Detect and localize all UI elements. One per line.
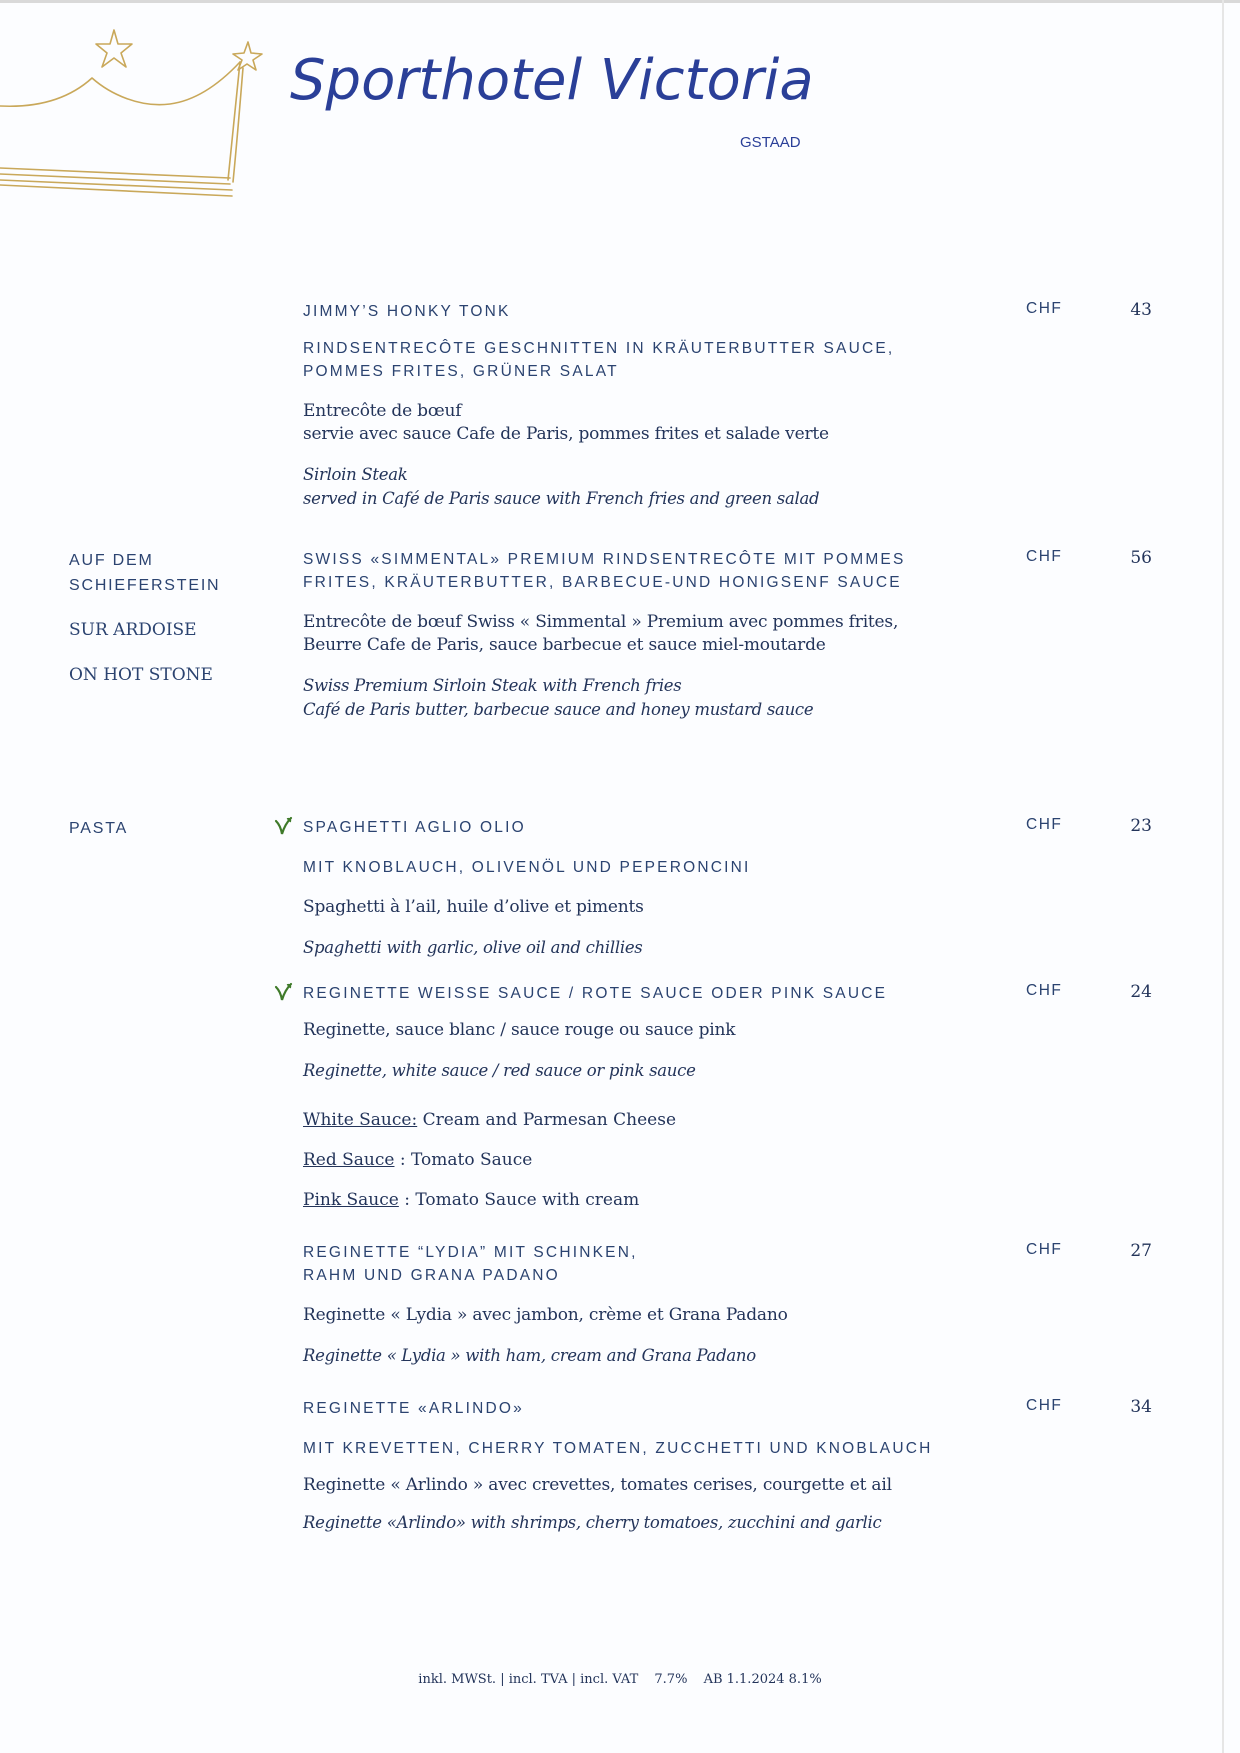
item-title: REGINETTE “LYDIA” MIT SCHINKEN, RAHM UND GRANA PADANO: [303, 1244, 638, 1284]
item-desc-en: Sirloin Steak served in Café de Paris sauce with French fries and green salad: [303, 465, 820, 508]
price-currency: CHF: [1026, 982, 1063, 999]
hotel-name: Sporthotel Victoria: [290, 48, 814, 113]
price-currency: CHF: [1026, 1397, 1063, 1414]
price-value: 24: [1130, 982, 1152, 1002]
vegetarian-leaf-icon: [273, 816, 293, 836]
price-currency: CHF: [1026, 548, 1063, 565]
item-desc-fr: Reginette « Lydia » avec jambon, crème et Grana Padano: [303, 1305, 788, 1325]
item-desc-fr: Reginette, sauce blanc / sauce rouge ou sauce pink: [303, 1020, 736, 1040]
item-desc-en: Swiss Premium Sirloin Steak with French fries Café de Paris butter, barbecue sauce and honey mustard sauce: [303, 676, 814, 719]
sauce-note-red: Red Sauce : Tomato Sauce: [303, 1150, 533, 1170]
item-desc-en: Reginette « Lydia » with ham, cream and Grana Padano: [303, 1346, 756, 1365]
vegetarian-leaf-icon: [273, 982, 293, 1002]
vat-footer: [0, 1672, 1240, 1687]
vat-new-rate: AB 1.1.2024 8.1%: [703, 1672, 822, 1687]
item-title: REGINETTE WEISSE SAUCE / ROTE SAUCE ODER PINK SAUCE: [303, 985, 888, 1002]
item-body: [303, 982, 1003, 1212]
hotel-city: GSTAAD: [740, 134, 801, 151]
item-desc-fr: Spaghetti à l’ail, huile d’olive et piments: [303, 897, 644, 917]
item-body: [303, 548, 1003, 722]
category-pasta: [69, 816, 269, 841]
item-desc-en: Reginette, white sauce / red sauce or pink sauce: [303, 1061, 696, 1080]
sauce-note-pink: Pink Sauce : Tomato Sauce with cream: [303, 1190, 640, 1210]
category-hot-stone: [69, 548, 269, 686]
price-value: 56: [1130, 548, 1152, 568]
item-title: SPAGHETTI AGLIO OLIO: [303, 819, 526, 836]
category-label-de-2: SCHIEFERSTEIN: [69, 577, 221, 594]
item-body: [303, 300, 1003, 511]
item-subtitle-de: RINDSENTRECÔTE GESCHNITTEN IN KRÄUTERBUTTER SAUCE, POMMES FRITES, GRÜNER SALAT: [303, 340, 895, 380]
item-title: SWISS «SIMMENTAL» PREMIUM RINDSENTRECÔTE MIT POMMES FRITES, KRÄUTERBUTTER, BARBECUE-UND HONIGSENF SAUCE: [303, 551, 906, 591]
crown-stars-icon: [0, 18, 300, 218]
price-value: 27: [1130, 1241, 1152, 1261]
item-subtitle-de: MIT KNOBLAUCH, OLIVENÖL UND PEPERONCINI: [303, 859, 751, 876]
price-currency: CHF: [1026, 1241, 1063, 1258]
vat-text: inkl. MWSt. | incl. TVA | incl. VAT: [418, 1672, 639, 1687]
item-desc-fr: Reginette « Arlindo » avec crevettes, tomates cerises, courgette et ail: [303, 1475, 892, 1495]
sauce-note-white: White Sauce: Cream and Parmesan Cheese: [303, 1110, 677, 1130]
right-border: [1222, 0, 1224, 1753]
category-label-en: ON HOT STONE: [69, 665, 213, 685]
item-title: JIMMY’S HONKY TONK: [303, 303, 511, 320]
vat-rate: 7.7%: [654, 1672, 688, 1687]
item-body: [303, 1397, 1003, 1535]
item-title: REGINETTE «ARLINDO»: [303, 1400, 524, 1417]
item-desc-fr: Entrecôte de bœuf Swiss « Simmental » Premium avec pommes frites, Beurre Cafe de Paris, sauce barbecue et sauce miel-moutarde: [303, 612, 899, 655]
top-border: [0, 0, 1240, 3]
category-label-de-1: AUF DEM: [69, 552, 154, 569]
item-desc-en: Reginette «Arlindo» with shrimps, cherry tomatoes, zucchini and garlic: [303, 1513, 882, 1532]
item-body: [303, 1241, 1003, 1368]
item-subtitle-de: MIT KREVETTEN, CHERRY TOMATEN, ZUCCHETTI UND KNOBLAUCH: [303, 1440, 933, 1457]
price-currency: CHF: [1026, 816, 1063, 833]
price-value: 43: [1130, 300, 1152, 320]
item-body: [303, 816, 1003, 960]
price-currency: CHF: [1026, 300, 1063, 317]
item-desc-en: Spaghetti with garlic, olive oil and chillies: [303, 938, 643, 957]
item-desc-fr: Entrecôte de bœuf servie avec sauce Cafe de Paris, pommes frites et salade verte: [303, 401, 829, 444]
category-label: PASTA: [69, 820, 129, 837]
category-label-fr: SUR ARDOISE: [69, 620, 197, 640]
price-value: 34: [1130, 1397, 1152, 1417]
price-value: 23: [1130, 816, 1152, 836]
